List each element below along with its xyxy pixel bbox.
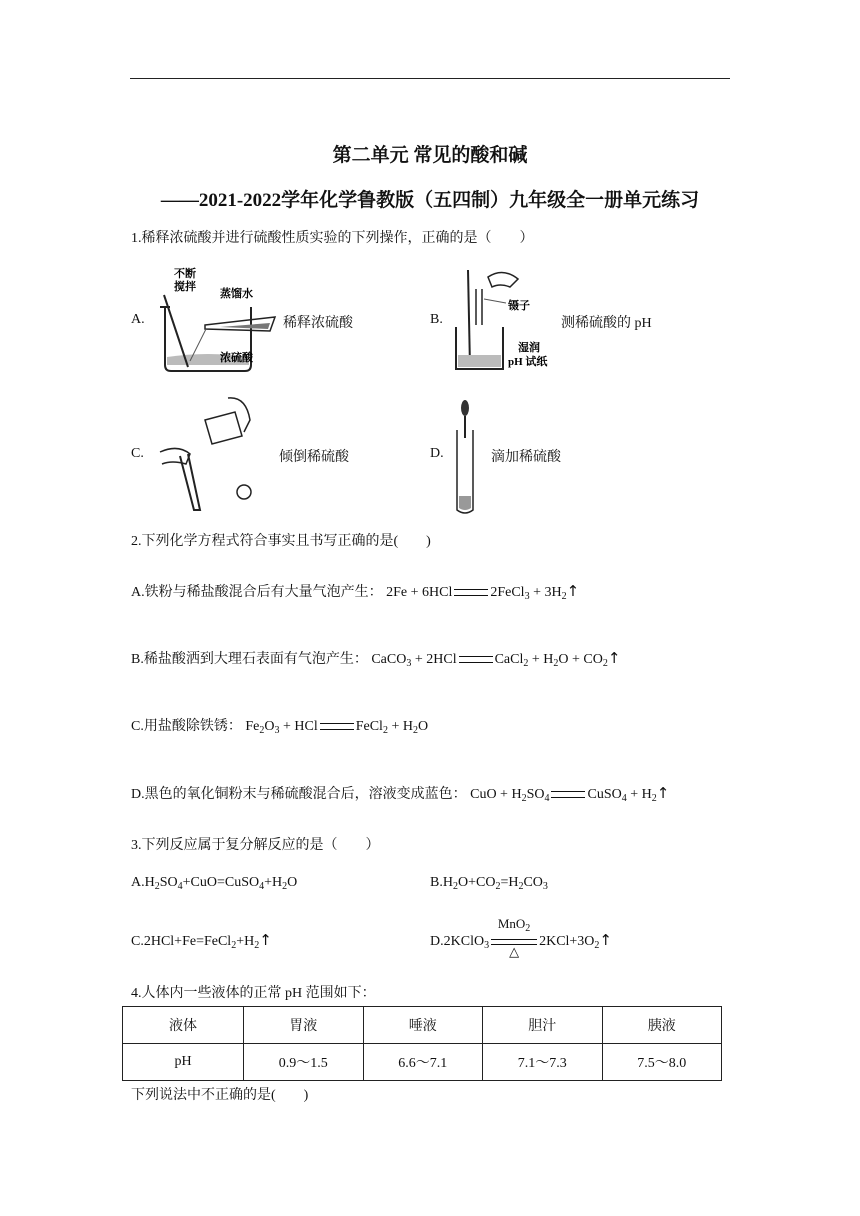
table-header-row <box>123 1007 722 1044</box>
q3-option-c-equation: $2HCl+Fe=FeCl_2+H_2↑$ <box>143 931 272 951</box>
q3-option-d-equation: 2KClO$_3$ MnO$_2$ △ $2KCl+3O_2↑$ <box>443 915 612 960</box>
table-cell: 7.1～7.3 <box>483 1044 603 1081</box>
label-distilled-water: 蒸馏水 <box>220 288 253 300</box>
q1-option-d-letter: D. <box>430 446 444 461</box>
label-conc-acid: 浓硫酸 <box>220 352 253 364</box>
q3-option-c <box>131 931 272 950</box>
label-stir-2: 搅拌 <box>174 281 196 293</box>
heat-symbol: △ <box>509 944 520 960</box>
q1-option-a-caption: 稀释浓硫酸 <box>283 316 353 331</box>
q2-option-c-text: C.用盐酸除铁锈： <box>131 719 242 734</box>
reaction-condition <box>491 915 537 960</box>
table-cell: 胃液 <box>244 1007 364 1044</box>
q1-figure-c-pouring <box>150 392 270 517</box>
q3-option-a <box>131 875 297 891</box>
q3-option-a-equation: $H_2SO_4+CuO=CuSO_4+H_2O$ <box>144 875 298 892</box>
q3-option-d <box>430 915 612 960</box>
page-title: 第二单元 常见的酸和碱 <box>332 145 528 166</box>
q1-option-c-letter: C. <box>131 446 144 461</box>
table-cell: 0.9～1.5 <box>244 1044 364 1081</box>
q1-option-b-letter: B. <box>430 312 443 327</box>
q3-stem: 3.下列反应属于复分解反应的是（ ） <box>131 838 380 853</box>
q2-option-d-equation: CuO + $H_2SO_4$ CuSO$_4$ + $H_2↑$ <box>470 784 670 804</box>
table-cell: 胰液 <box>602 1007 722 1044</box>
label-tweezers: 镊子 <box>508 300 530 312</box>
ph-table <box>122 1006 722 1081</box>
q2-option-b-equation: CaCO$_3$ + 2HCl CaCl$_2$ + $H_2O$ + $CO_2↑$ <box>371 649 621 669</box>
q1-stem: 1.稀释浓硫酸并进行硫酸性质实验的下列操作，正确的是（ ） <box>131 231 534 246</box>
q2-stem: 2.下列化学方程式符合事实且书写正确的是( ) <box>131 534 431 549</box>
table-cell: 唾液 <box>363 1007 483 1044</box>
label-ph-paper: pH 试纸 <box>508 356 548 368</box>
q4-stem: 4.人体内一些液体的正常 pH 范围如下： <box>131 986 376 1001</box>
q1-option-c-caption: 倾倒稀硫酸 <box>279 450 349 465</box>
q2-option-a <box>131 581 579 601</box>
label-stir-1: 不断 <box>174 268 196 280</box>
label-wet: 湿润 <box>518 342 540 354</box>
q2-option-a-equation: 2Fe + 6HCl 2FeCl$_3$ + $3H_2↑$ <box>386 582 580 602</box>
table-row <box>123 1044 722 1081</box>
table-cell: 液体 <box>123 1007 244 1044</box>
table-cell: 6.6～7.1 <box>363 1044 483 1081</box>
q1-figure-a-dilution <box>150 265 285 375</box>
q1-figure-b-ph <box>448 265 563 375</box>
q2-option-a-text: A.铁粉与稀盐酸混合后有大量气泡产生： <box>131 585 383 600</box>
q2-option-c-equation: $Fe_2O_3$ + HCl FeCl$_2$ + $H_2O$ <box>245 719 429 736</box>
q2-option-d <box>131 783 669 803</box>
catalyst-label: MnO$_2$ <box>497 915 531 934</box>
catalyst-text: MnO <box>497 915 526 931</box>
q2-option-b <box>131 648 620 668</box>
header-rule <box>130 78 730 79</box>
q4-followup: 下列说法中不正确的是( ) <box>131 1088 309 1103</box>
q3-option-d-letter: D. <box>430 934 444 949</box>
q1-option-d-caption: 滴加稀硫酸 <box>491 450 561 465</box>
table-cell: 胆汁 <box>483 1007 603 1044</box>
page-subtitle: ——2021-2022学年化学鲁教版（五四制）九年级全一册单元练习 <box>160 190 700 211</box>
table-cell: pH <box>123 1044 244 1081</box>
table-cell: 7.5～8.0 <box>602 1044 722 1081</box>
q1-option-a-letter: A. <box>131 312 145 327</box>
q2-option-d-text: D.黑色的氧化铜粉末与稀硫酸混合后，溶液变成蓝色： <box>131 787 467 802</box>
q3-option-c-letter: C. <box>131 934 144 949</box>
q3-option-b-letter: B. <box>430 875 443 890</box>
q2-option-c <box>131 715 428 735</box>
q3-option-b-equation: $H_2O+CO_2=H_2CO_3$ <box>442 875 548 892</box>
q3-option-a-letter: A. <box>131 875 145 890</box>
q3-option-b <box>430 875 548 891</box>
q1-option-b-caption: 测稀硫酸的 pH <box>561 316 652 331</box>
q2-option-b-text: B.稀盐酸洒到大理石表面有气泡产生： <box>131 652 368 667</box>
q1-figure-d-dropper <box>452 392 478 517</box>
